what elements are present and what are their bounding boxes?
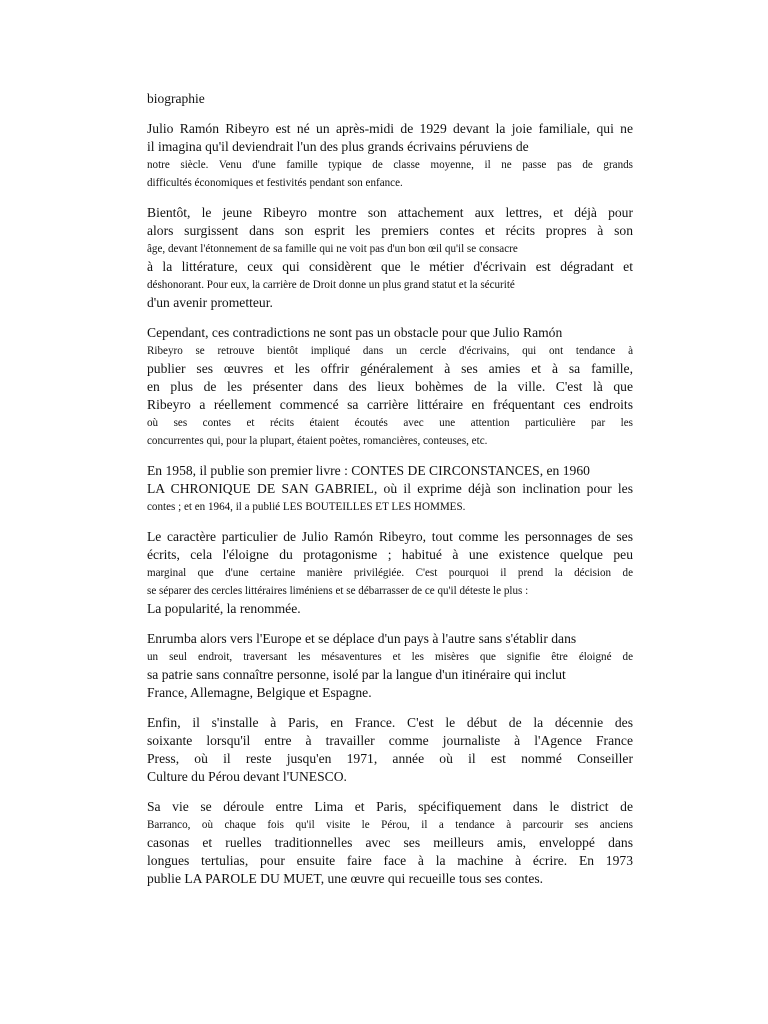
text-line: LA CHRONIQUE DE SAN GABRIEL, où il exprime déjà son inclination pour les — [147, 481, 633, 496]
text-line: marginal que d'une certaine manière privilégiée. C'est pourquoi il prend la décision de — [147, 567, 633, 579]
text-line: Le caractère particulier de Julio Ramón Ribeyro, tout comme les personnages de ses — [147, 529, 633, 544]
text-line: où ses contes et récits étaient écoutés avec une attention particulière par les — [147, 417, 633, 429]
text-line: Barranco, où chaque fois qu'il visite le Pérou, il a tendance à parcourir ses anciens — [147, 819, 633, 831]
paragraph — [147, 324, 633, 450]
text-line: déshonorant. Pour eux, la carrière de Droit donne un plus grand statut et la sécurité — [147, 279, 515, 291]
text-line: il imagina qu'il deviendrait l'un des plus grands écrivains péruviens de — [147, 139, 529, 154]
text-line: un seul endroit, traversant les mésaventures et les misères que signifie être éloigné de — [147, 651, 633, 663]
text-line: Sa vie se déroule entre Lima et Paris, spécifiquement dans le district de — [147, 799, 633, 814]
text-line: Bientôt, le jeune Ribeyro montre son attachement aux lettres, et déjà pour — [147, 205, 633, 220]
text-line: notre siècle. Venu d'une famille typique de classe moyenne, il ne passe pas de grands — [147, 159, 633, 171]
text-line: Julio Ramón Ribeyro est né un après-midi de 1929 devant la joie familiale, qui ne — [147, 121, 633, 136]
text-line: contes ; et en 1964, il a publié LES BOUTEILLES ET LES HOMMES. — [147, 501, 466, 513]
text-line: La popularité, la renommée. — [147, 601, 301, 616]
paragraph — [147, 462, 633, 516]
text-line: France, Allemagne, Belgique et Espagne. — [147, 685, 372, 700]
text-line: alors surgissent dans son esprit les premiers contes et récits propres à son — [147, 223, 633, 238]
text-line: concurrentes qui, pour la plupart, étaient poètes, romancières, conteuses, etc. — [147, 435, 488, 447]
text-line: publier ses œuvres et les offrir généralement à ses amies et à sa famille, — [147, 361, 633, 376]
text-line: d'un avenir prometteur. — [147, 295, 273, 310]
paragraph — [147, 528, 633, 618]
text-line: publie LA PAROLE DU MUET, une œuvre qui recueille tous ses contes. — [147, 871, 544, 886]
text-line: Ribeyro a réellement commencé sa carrière littéraire en fréquentant ces endroits — [147, 397, 633, 412]
text-line: Culture du Pérou devant l'UNESCO. — [147, 769, 347, 784]
text-line: Press, où il reste jusqu'en 1971, année où il est nommé Conseiller — [147, 751, 633, 766]
text-line: casonas et ruelles traditionnelles avec ses meilleurs amis, enveloppé dans — [147, 835, 633, 850]
text-line: écrits, cela l'éloigne du protagonisme ; habitué à une existence quelque peu — [147, 547, 633, 562]
paragraph — [147, 120, 633, 192]
text-line: âge, devant l'étonnement de sa famille qui ne voit pas d'un bon œil qu'il se consacre — [147, 243, 518, 255]
text-line: longues tertulias, pour ensuite faire face à la machine à écrire. En 1973 — [147, 853, 633, 868]
text-line: à la littérature, ceux qui considèrent que le métier d'écrivain est dégradant et — [147, 259, 633, 274]
paragraph — [147, 798, 633, 888]
text-line: en plus de les présenter dans des lieux bohèmes de la ville. C'est là que — [147, 379, 633, 394]
text-line: difficultés économiques et festivités pendant son enfance. — [147, 177, 403, 189]
text-line: Enrumba alors vers l'Europe et se déplace d'un pays à l'autre sans s'établir dans — [147, 631, 577, 646]
text-line: sa patrie sans connaître personne, isolé par la langue d'un itinéraire qui inclut — [147, 667, 566, 682]
paragraph — [147, 204, 633, 312]
text-line: se séparer des cercles littéraires liméniens et se débarrasser de ce qu'il déteste le plus : — [147, 585, 529, 597]
document-heading: biographie — [147, 91, 205, 106]
text-line: soixante lorsqu'il entre à travailler comme journaliste à l'Agence France — [147, 733, 633, 748]
text-line: Enfin, il s'installe à Paris, en France. C'est le début de la décennie des — [147, 715, 633, 730]
text-line: Cependant, ces contradictions ne sont pas un obstacle pour que Julio Ramón — [147, 325, 563, 340]
text-line: Ribeyro se retrouve bientôt impliqué dans un cercle d'écrivains, qui ont tendance à — [147, 345, 633, 357]
text-line: En 1958, il publie son premier livre : CONTES DE CIRCONSTANCES, en 1960 — [147, 463, 590, 478]
document-body — [147, 90, 633, 900]
paragraph — [147, 630, 633, 702]
paragraph — [147, 714, 633, 786]
